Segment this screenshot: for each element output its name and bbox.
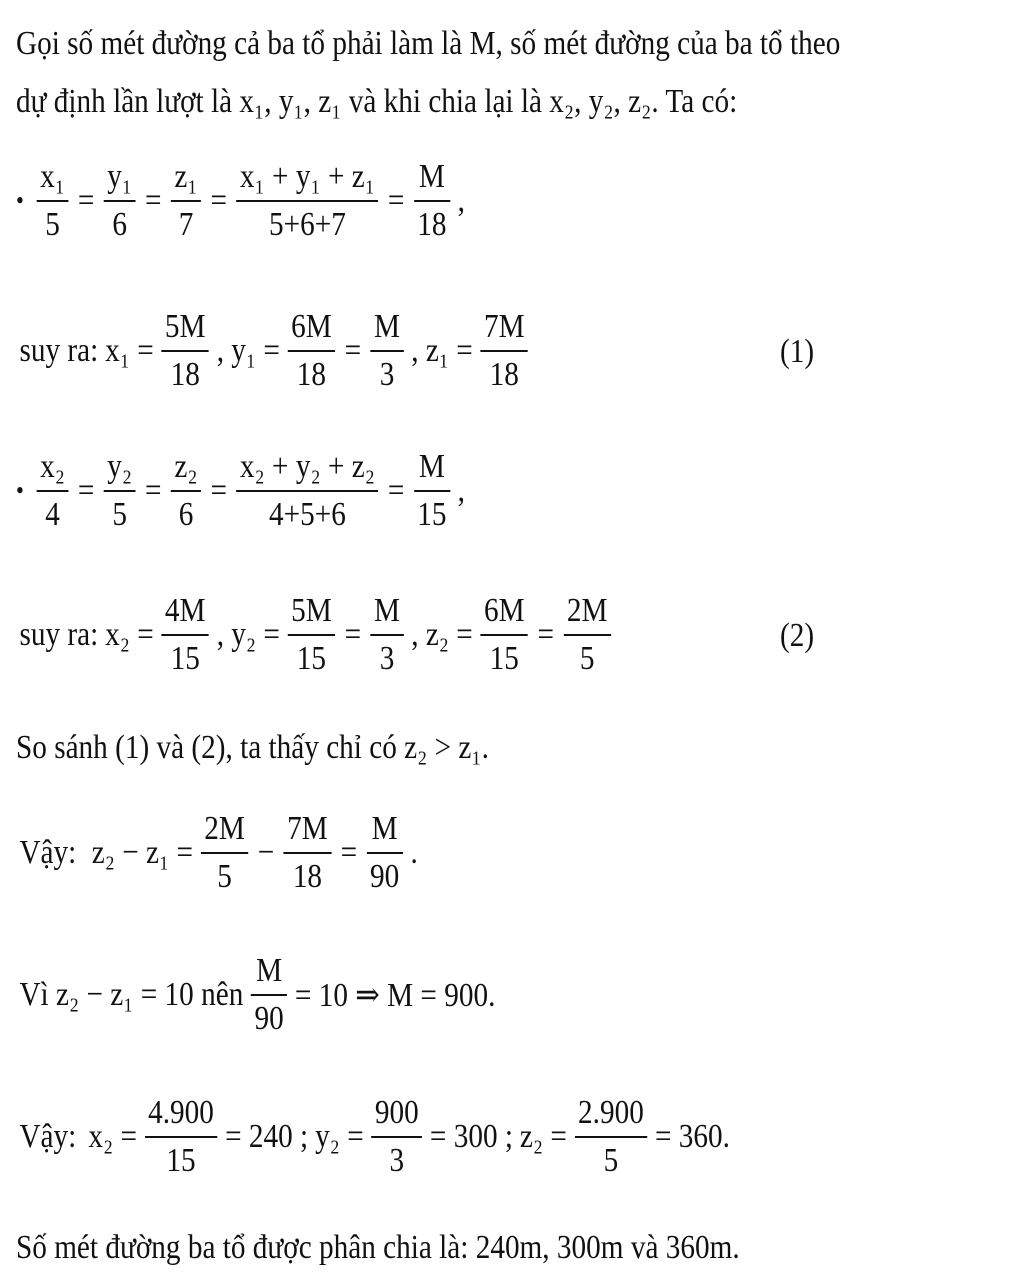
fraction: $\frac{\text{x₁}}{5}$ [37,158,69,244]
bullet-2: • [16,476,24,505]
fraction: $\frac{4.900}{15}$ [145,1094,218,1180]
fraction: $\frac{M}{3}$ [371,592,404,678]
equation-result-2: suy ra: x₂ = $\frac{4M}{15}$ , y₂ = $\frac{5M}{15}$ = $\frac{M}{3}$ , z₂ = $\frac{6M}{15}$ = $\frac{2M}{5}$ [16,592,615,678]
equation-result-1: suy ra: x₁ = $\frac{5M}{18}$ , y₁ = $\frac{6M}{18}$ = $\frac{M}{3}$ , z₁ = $\frac{7M}{18}$ [16,308,532,394]
fraction: $\frac{4M}{15}$ [161,592,209,678]
fraction: $\frac{2M}{5}$ [201,810,249,896]
fraction: $\frac{\text{x₁ + y₁ + z₁}}{5+6+7}$ [236,158,378,244]
fraction: $\frac{M}{90}$ [251,952,287,1038]
equation-difference: Vậy: z₂ − z₁ = $\frac{2M}{5}$ − $\frac{7M}{18}$ = $\frac{M}{90}$ . [19,810,418,895]
equation-tag-1: (1) [780,333,815,370]
fraction: $\frac{5M}{15}$ [288,592,336,678]
fraction: $\frac{\text{z₂}}{6}$ [171,448,201,534]
conclusion-text: Số mét đường ba tổ được phân chia là: 240m, 300m và 360m. [16,1229,740,1266]
fraction: $\frac{\text{y₁}}{6}$ [104,158,136,244]
comparison-text: So sánh (1) và (2), ta thấy chỉ có z₂ > z₁. [16,729,489,766]
equation-final-values: Vậy: x₂ = $\frac{4.900}{15}$ = 240 ; y₂ = $\frac{900}{3}$ = 300 ; z₂ = $\frac{2.900}{5}$ = 360. [19,1094,730,1179]
fraction: $\frac{\text{x₂}}{4}$ [37,448,69,534]
intro-line-1: Gọi số mét đường cả ba tổ phải làm là M, số mét đường của ba tổ theo [16,25,841,62]
fraction: $\frac{M}{18}$ [414,158,450,244]
fraction: $\frac{M}{90}$ [367,810,403,896]
fraction: $\frac{6M}{15}$ [481,592,529,678]
fraction: $\frac{900}{3}$ [371,1094,422,1180]
equation-solve-m: Vì z₂ − z₁ = 10 nên $\frac{M}{90}$ = 10 ⇒ M = 900. [19,952,496,1037]
fraction: $\frac{M}{3}$ [371,308,404,394]
fraction: $\frac{2.900}{5}$ [575,1094,648,1180]
equation-ratio-2: • $\frac{\text{x₂}}{4}$ = $\frac{\text{y₂}}{5}$ = $\frac{\text{z₂}}{6}$ = $\frac{\text{x₂ + y₂ + z₂}}{4+5+6}$ = $\frac{M}{15}$ , [16,448,465,533]
fraction: $\frac{\text{z₁}}{7}$ [171,158,201,244]
fraction: $\frac{7M}{18}$ [284,810,332,896]
fraction: $\frac{\text{y₂}}{5}$ [104,448,136,534]
fraction: $\frac{M}{15}$ [414,448,450,534]
fraction: $\frac{5M}{18}$ [161,308,209,394]
bullet-1: • [16,186,24,215]
equation-ratio-1: • $\frac{\text{x₁}}{5}$ = $\frac{\text{y₁}}{6}$ = $\frac{\text{z₁}}{7}$ = $\frac{\text{x₁ + y₁ + z₁}}{5+6+7}$ = $\frac{M}{18}$ , [16,158,465,243]
fraction: $\frac{2M}{5}$ [563,592,611,678]
fraction: $\frac{7M}{18}$ [481,308,529,394]
fraction: $\frac{\text{x₂ + y₂ + z₂}}{4+5+6}$ [236,448,378,534]
intro-line-2: dự định lần lượt là x₁, y₁, z₁ và khi chia lại là x₂, y₂, z₂. Ta có: [16,83,738,120]
fraction: $\frac{6M}{18}$ [288,308,336,394]
equation-tag-2: (2) [780,617,815,654]
